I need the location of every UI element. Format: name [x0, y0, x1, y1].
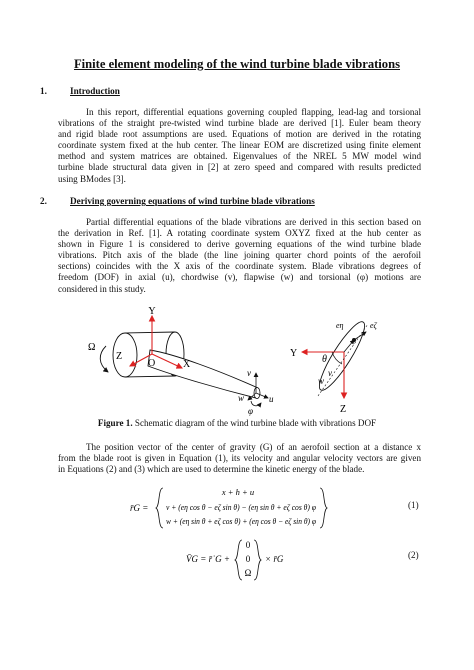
text-line: coordinate system fixed at the hub center. The linear EOM are discretized using finite element — [58, 140, 421, 151]
equation-1 — [130, 486, 330, 530]
section-schematic — [282, 318, 394, 416]
label-zeta: eζ — [370, 321, 377, 330]
center-of-gravity — [352, 338, 356, 342]
label-O: O — [148, 358, 156, 369]
text-line: In this report, differential equations governing coupled flapping, lead-lag and torsional — [86, 107, 421, 117]
blade-schematic — [80, 306, 274, 416]
label-section-w: w — [318, 376, 325, 386]
text-line: sections) coincides with the X axis of the coordinate system. Blade vibrations degrees of — [58, 261, 421, 272]
section-2-title: Deriving governing equations of wind turbine blade vibrations — [70, 196, 315, 206]
text-line: and rigid blade root assumptions are used. Equations of motion are derived in the rotating — [58, 129, 421, 140]
eq2-right-brace — [254, 540, 261, 580]
text-line: method and system matrices are obtained. Eigenvalues of the NREL 5 MW model wind — [58, 151, 421, 162]
eq2-left-brace — [235, 540, 242, 580]
text-line: from the blade root is given in Equation (1), its velocity and angular velocity vectors are given — [58, 453, 421, 464]
label-Y: Y — [148, 306, 156, 317]
figure-caption — [40, 418, 434, 428]
eq1-row3: w + (eη sin θ + eζ cos θ) + (eη cos θ − eζ sin θ) φ — [166, 516, 317, 526]
section-1-paragraph — [58, 107, 421, 185]
eq1-row2: v + (eη cos θ − eζ sin θ) − (eη sin θ + eζ cos θ) φ — [166, 502, 317, 512]
text-line: the derivation in Ref. [1]. A rotating coordinate system OXYZ fixed at the hub center as — [58, 228, 421, 239]
figure-caption-text: Schematic diagram of the wind turbine blade with vibrations DOF — [132, 418, 377, 428]
text-line: The position vector of the center of gravity (G) of an aerofoil section at a distance x — [86, 442, 421, 452]
label-section-Y: Y — [290, 348, 298, 359]
label-theta: θ — [322, 354, 327, 365]
label-section-Z: Z — [340, 404, 347, 415]
section-1-number: 1. — [40, 86, 47, 96]
eq1-right-brace — [320, 488, 327, 528]
text-line: in Equations (2) and (3) which are used to determine the kinetic energy of the blade. — [58, 464, 365, 475]
text-line: using BModes [3]. — [58, 173, 126, 184]
text-line: vibrations of the straight pre-twisted wind turbine blade are derived [1]. Euler beam theory — [58, 118, 421, 129]
text-line: vibrations. Pitch axis of the blade (the line joining quarter chord points of the aerofoil — [58, 250, 421, 261]
eq1-row1: x + h + u — [221, 487, 255, 497]
section-2-number: 2. — [40, 196, 47, 206]
section-1-title: Introduction — [70, 86, 120, 96]
text-line: turbine blade structural data given in [2] at zero speed and compared with results predicted — [58, 162, 421, 173]
equation-2-number: (2) — [408, 550, 419, 560]
text-line: freedom (DOF) in axial (u), chordwise (v), flapwise (w) and torsional (φ) motions are — [58, 272, 421, 283]
rotation-arrow — [100, 346, 108, 372]
equation-1-number: (1) — [408, 500, 419, 510]
equation-2 — [186, 538, 296, 582]
eq2-rhs: × r̄G — [265, 554, 284, 564]
text-line: considered in this study. — [58, 283, 146, 294]
label-X: X — [183, 359, 191, 370]
label-section-v: v — [328, 368, 332, 378]
paper-title: Finite element modeling of the wind turbine blade vibrations — [73, 57, 401, 71]
label-eta: eη — [336, 321, 344, 330]
position-vector-paragraph — [58, 442, 421, 475]
section-2-heading — [40, 196, 315, 206]
eq2-lhs: V̄G = r̄˙G + — [186, 554, 230, 564]
eq2-col-row1: 0 — [245, 540, 251, 550]
figure-caption-label: Figure 1. — [97, 418, 133, 428]
label-w: w — [238, 393, 245, 403]
section-2-paragraph — [58, 217, 421, 295]
label-phi: φ — [248, 406, 253, 416]
blade-body — [148, 350, 258, 398]
eq2-col-row2: 0 — [245, 554, 251, 564]
text-line: Partial differential equations of the blade vibrations are derived in this section based on — [86, 217, 421, 227]
section-1-heading — [40, 86, 120, 96]
eq1-left-brace — [156, 488, 163, 528]
label-omega: Ω — [88, 342, 96, 353]
text-line: shown in Figure 1 is considered to derive governing equations of the wind turbine blade — [58, 239, 421, 250]
label-Z: Z — [116, 351, 123, 362]
eq2-col-row3: Ω — [244, 568, 252, 578]
label-v: v — [247, 368, 251, 378]
label-u: u — [269, 394, 274, 404]
eq1-lhs: r̄G = — [130, 503, 149, 513]
